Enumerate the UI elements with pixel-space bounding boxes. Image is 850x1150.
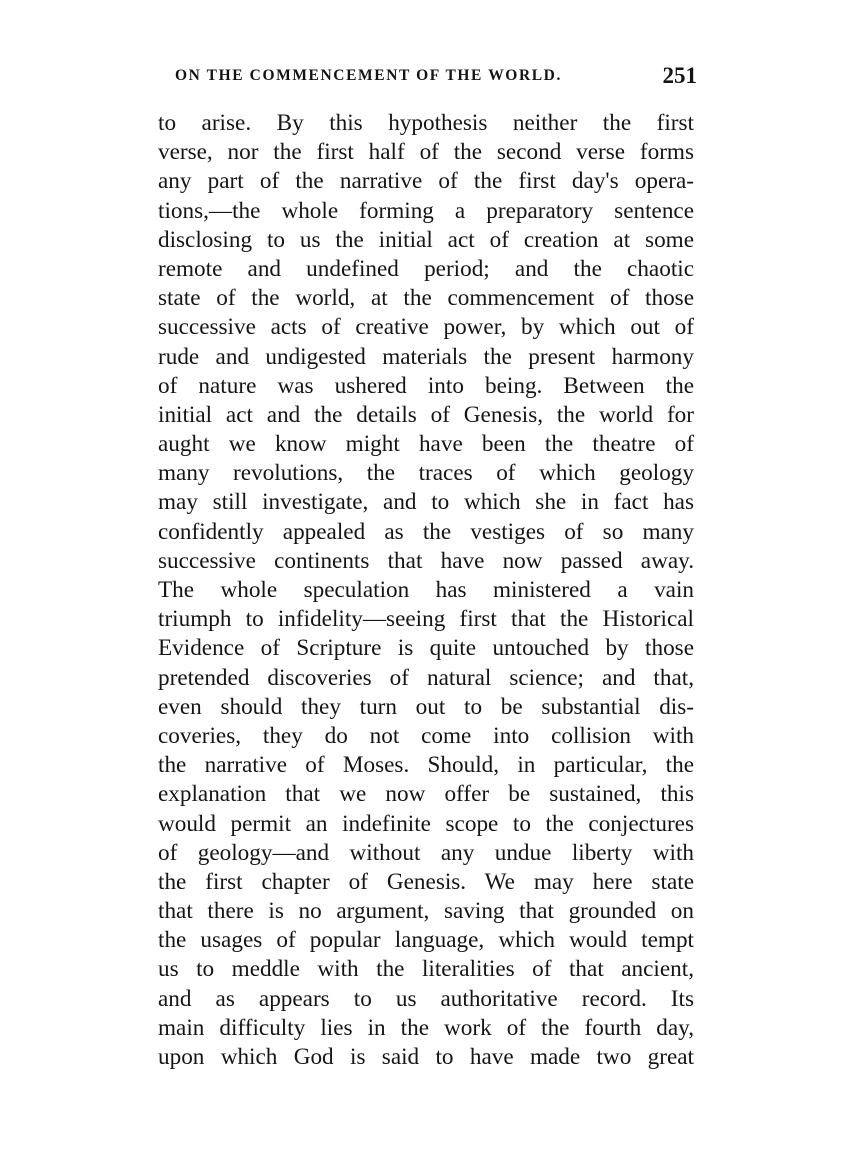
text-line: aught we know might have been the theatre of xyxy=(158,431,694,458)
text-line: successive continents that have now passed away. xyxy=(158,547,694,574)
text-line: triumph to infidelity—seeing first that the Historical xyxy=(158,606,694,633)
text-line: Evidence of Scripture is quite untouched by those xyxy=(158,635,694,662)
text-line: us to meddle with the literalities of that ancient, xyxy=(158,956,694,983)
text-line: upon which God is said to have made two great xyxy=(158,1044,694,1070)
text-line: explanation that we now offer be sustained, this xyxy=(158,781,694,808)
text-line: the first chapter of Genesis. We may here state xyxy=(158,868,694,895)
text-line: confidently appealed as the vestiges of so many xyxy=(158,518,694,545)
text-line: rude and undigested materials the present harmony xyxy=(158,343,694,370)
text-line: state of the world, at the commencement of those xyxy=(158,285,694,312)
text-line: verse, nor the first half of the second verse forms xyxy=(158,139,694,166)
text-line: disclosing to us the initial act of creation at some xyxy=(158,226,694,253)
body-text xyxy=(158,109,694,1072)
text-line: coveries, they do not come into collision with xyxy=(158,722,694,749)
running-head xyxy=(175,63,697,91)
text-line: any part of the narrative of the first day's opera- xyxy=(158,168,694,195)
text-line: The whole speculation has ministered a vain xyxy=(158,577,694,603)
text-line: successive acts of creative power, by which out of xyxy=(158,314,694,341)
text-line: to arise. By this hypothesis neither the first xyxy=(158,110,694,136)
text-line: and as appears to us authoritative record. Its xyxy=(158,985,694,1012)
text-line: of geology—and without any undue liberty with xyxy=(158,839,694,866)
text-line: of nature was ushered into being. Between the xyxy=(158,372,694,399)
text-line: the usages of popular language, which would tempt xyxy=(158,927,694,954)
text-line: may still investigate, and to which she in fact has xyxy=(158,489,694,516)
text-line: main difficulty lies in the work of the fourth day, xyxy=(158,1014,694,1041)
text-line: many revolutions, the traces of which geology xyxy=(158,460,694,487)
running-head-title: ON THE COMMENCEMENT OF THE WORLD. xyxy=(175,67,562,84)
text-line: would permit an indefinite scope to the conjectures xyxy=(158,810,694,837)
page-number: 251 xyxy=(662,63,697,88)
text-line: even should they turn out to be substantial dis- xyxy=(158,693,694,720)
text-line: the narrative of Moses. Should, in particular, the xyxy=(158,752,694,779)
text-line: initial act and the details of Genesis, the world for xyxy=(158,401,694,428)
text-line: that there is no argument, saving that grounded on xyxy=(158,898,694,925)
text-line: tions,—the whole forming a preparatory sentence xyxy=(158,197,694,224)
text-line: pretended discoveries of natural science; and that, xyxy=(158,664,694,691)
text-line: remote and undefined period; and the chaotic xyxy=(158,255,694,282)
